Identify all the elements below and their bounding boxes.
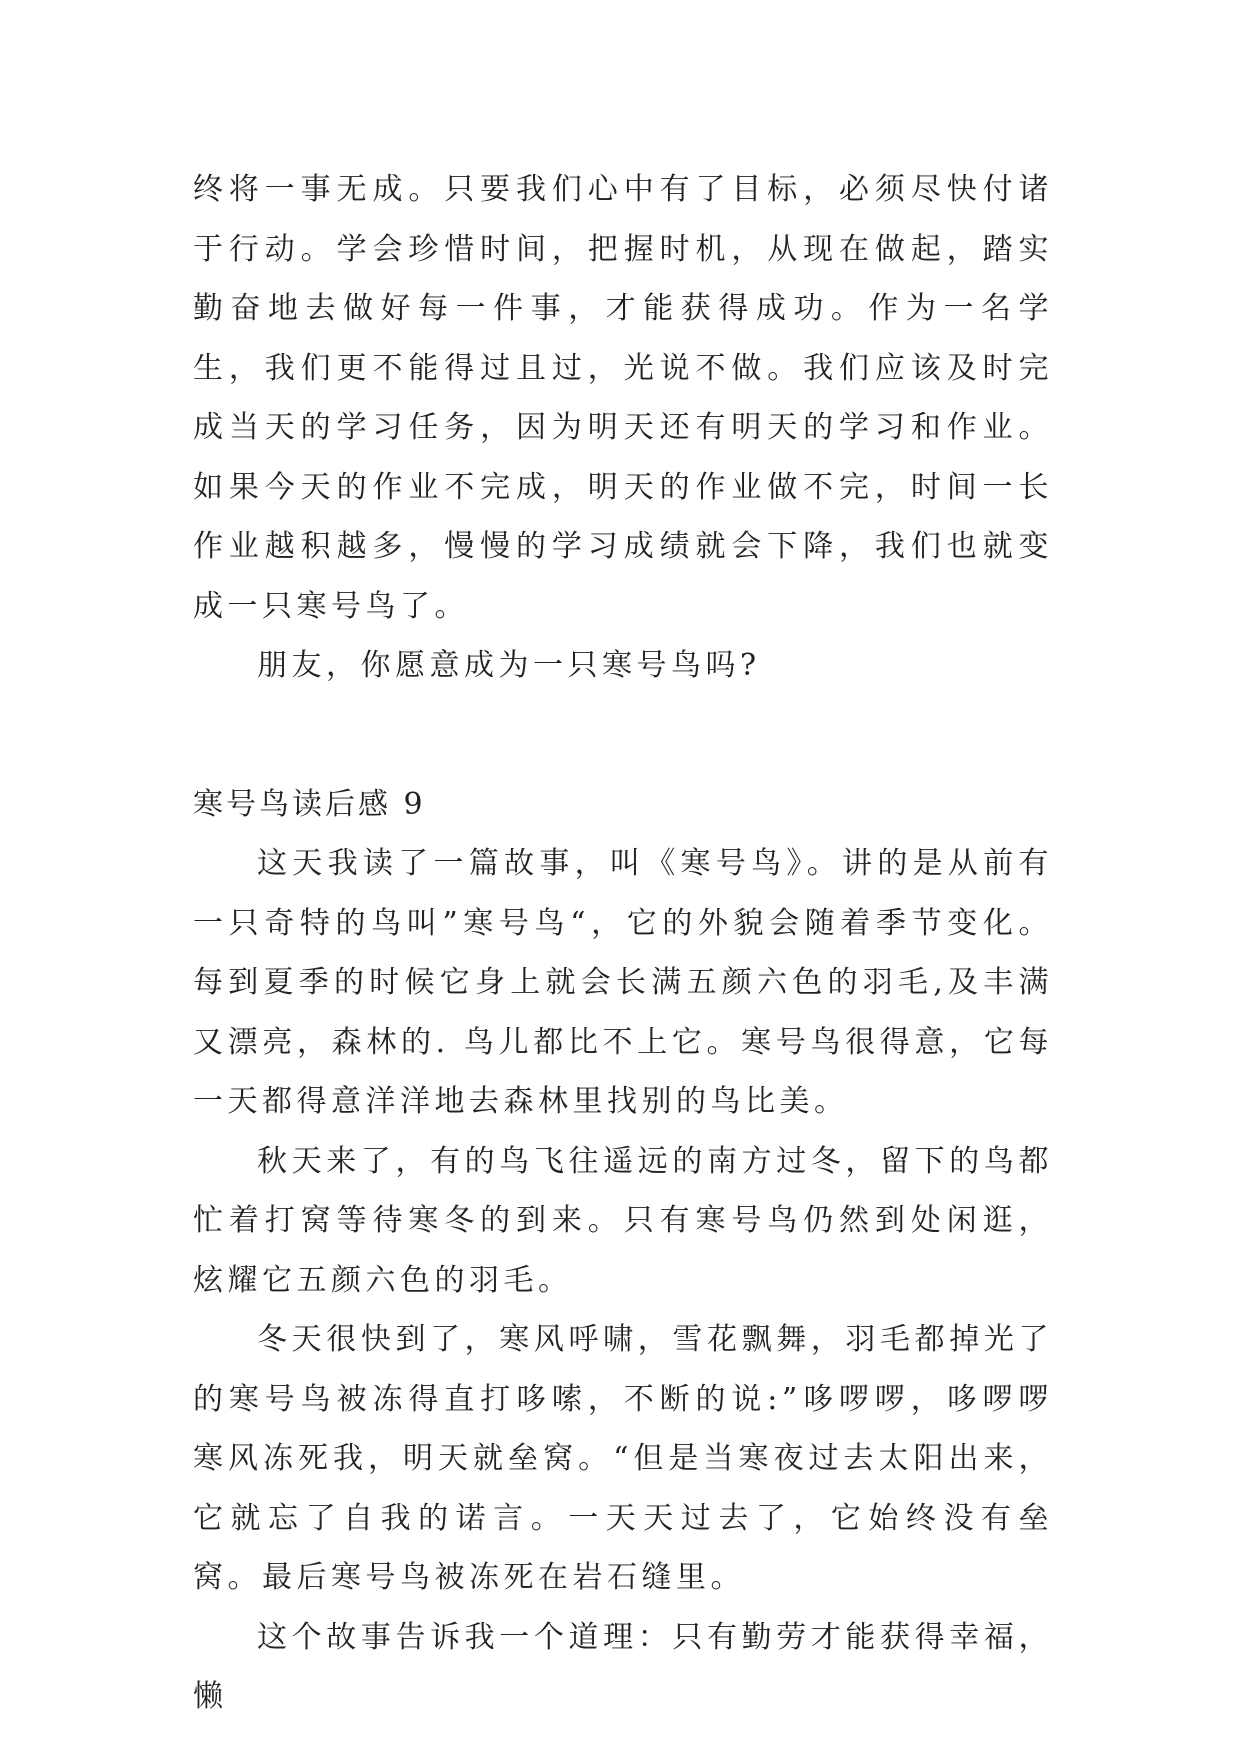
opening-paragraph: 终将一事无成。只要我们心中有了目标，必须尽快付诸于行动。学会珍惜时间，把握时机，从现在做起，踏实勤奋地去做好每一件事，才能获得成功。作为一名学生，我们更不能得过且过，光说不做。我们应该及时完成当天的学习任务，因为明天还有明天的学习和作业。如果今天的作业不完成，明天的作业做不完，时间一长作业越积越多，慢慢的学习成绩就会下降，我们也就变成一只寒号鸟了。 <box>193 172 1053 624</box>
closing-question: 朋友，你愿意成为一只寒号鸟吗? <box>257 648 761 683</box>
document-page <box>193 160 1053 1727</box>
body-paragraph: 秋天来了，有的鸟飞往遥远的南方过冬，留下的鸟都忙着打窝等待寒冬的到来。只有寒号鸟仍然到处闲逛，炫耀它五颜六色的羽毛。 <box>193 1143 1053 1298</box>
body-paragraph: 这天我读了一篇故事，叫《寒号鸟》。讲的是从前有一只奇特的鸟叫”寒号鸟“，它的外貌会随着季节变化。每到夏季的时候它身上就会长满五颜六色的羽毛,及丰满又漂亮，森林的. 鸟儿都比不上它。寒号鸟很得意，它每一天都得意洋洋地去森林里找别的鸟比美。 <box>193 846 1053 1119</box>
body-paragraph: 这个故事告诉我一个道理：只有勤劳才能获得幸福，懒 <box>193 1619 1053 1714</box>
body-paragraph: 冬天很快到了，寒风呼啸，雪花飘舞，羽毛都掉光了的寒号鸟被冻得直打哆嗦，不断的说:”哆啰啰，哆啰啰寒风冻死我，明天就垒窝。“但是当寒夜过去太阳出来，它就忘了自我的诺言。一天天过去了，它始终没有垒窝。最后寒号鸟被冻死在岩石缝里。 <box>193 1322 1053 1595</box>
section-title: 寒号鸟读后感 9 <box>193 786 426 822</box>
